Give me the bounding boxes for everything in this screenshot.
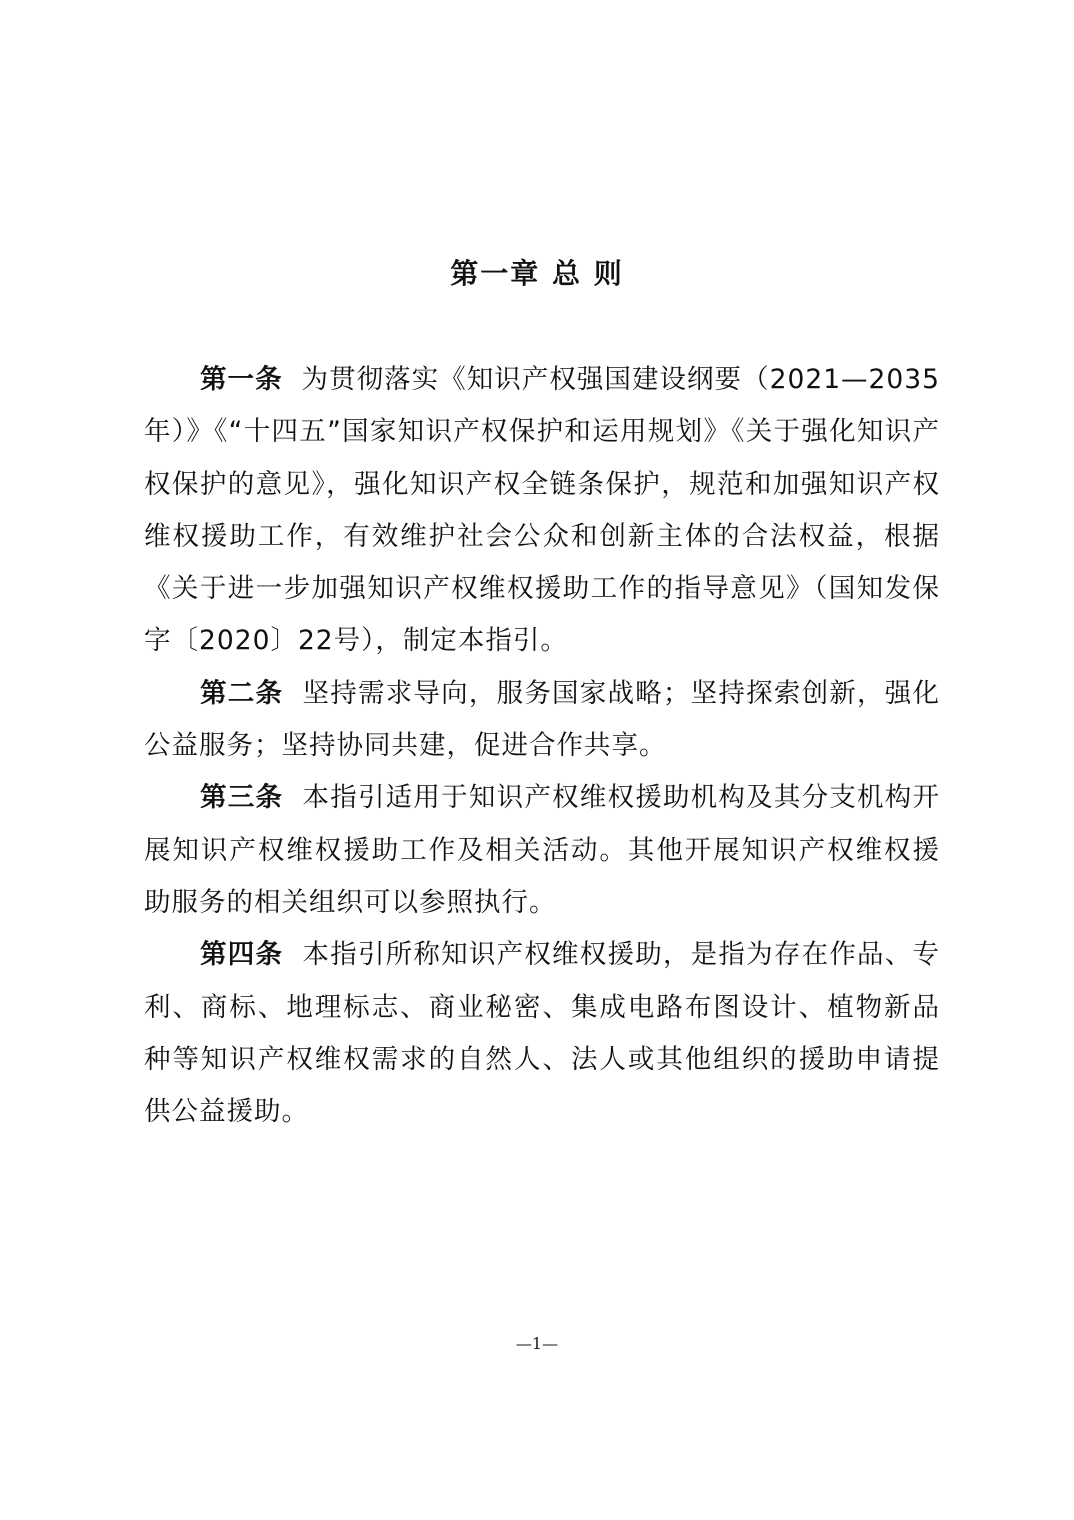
document-body [144, 354, 940, 1138]
article-text: 本指引适用于知识产权维权援助机构及其分支机构开展知识产权维权援助工作及相关活动。其他开展知识产权维权援助服务的相关组织可以参照执行。 [144, 782, 941, 918]
article-1 [144, 354, 940, 668]
article-label: 第四条 [200, 939, 284, 971]
article-label: 第三条 [200, 782, 284, 814]
chapter-title: 第一章 总 则 [450, 257, 624, 290]
article-label: 第二条 [200, 677, 284, 709]
article-text: 本指引所称知识产权维权援助，是指为存在作品、专利、商标、地理标志、商业秘密、集成电路布图设计、植物新品种等知识产权维权需求的自然人、法人或其他组织的援助申请提供公益援助。 [144, 939, 941, 1128]
article-text: 坚持需求导向，服务国家战略；坚持探索创新，强化公益服务；坚持协同共建，促进合作共享。 [144, 677, 941, 762]
article-2 [144, 668, 940, 773]
page-number: —1— [515, 1334, 559, 1353]
article-text: 为贯彻落实《知识产权强国建设纲要（2021—2035年）》《“十四五”国家知识产权保护和运用规划》《关于强化知识产权保护的意见》，强化知识产权全链条保护，规范和加强知识产权维权援助工作，有效维护社会公众和创新主体的合法权益，根据《关于进一步加强知识产权维权援助工作的指导意见》（国知发保字〔2020〕22号），制定本指引。 [144, 364, 940, 657]
article-label: 第一条 [200, 364, 283, 395]
article-4 [144, 929, 940, 1138]
article-3 [144, 772, 940, 929]
